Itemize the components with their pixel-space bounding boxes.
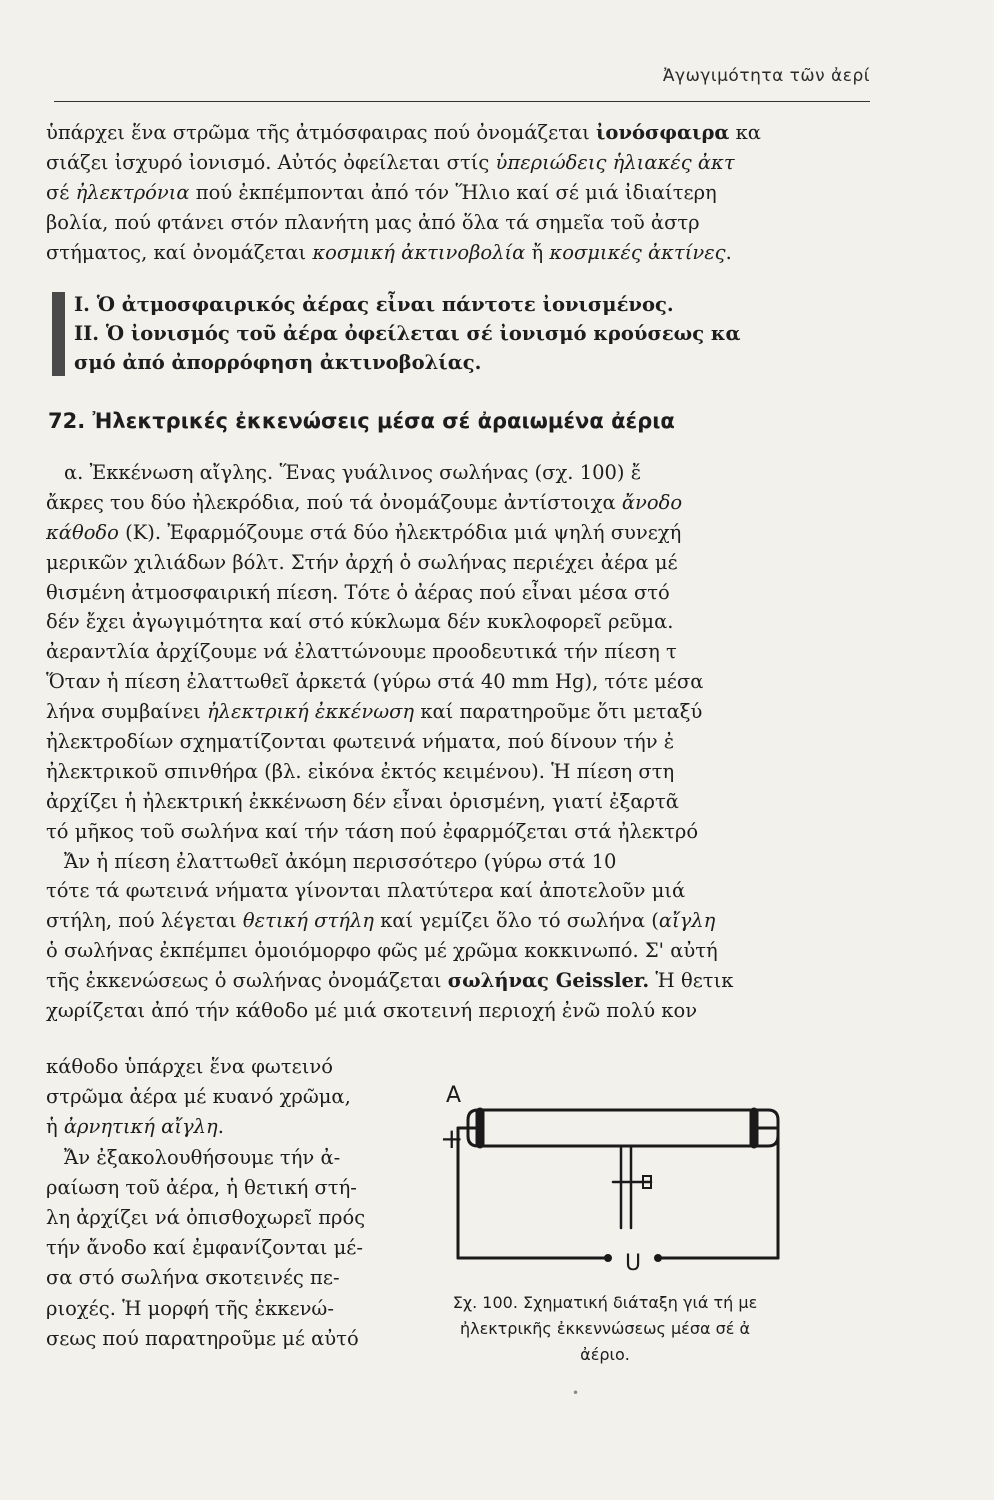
body-line: ἠλεκτρικοῦ σπινθήρα (βλ. εἰκόνα ἐκτός κειμένου). Ἡ πίεση στη — [46, 759, 675, 783]
body-line: ἄκρες του δύο ἠλεκρόδια, πού τά ὀνομάζουμε ἀντίστοιχα ἄνοδο — [46, 490, 683, 514]
body-line: στήλη, πού λέγεται θετική στήλη καί γεμίζει ὅλο τό σωλήνα (αἴγλη — [46, 909, 716, 933]
body-line: χωρίζεται ἀπό τήν κάθοδο μέ μιά σκοτεινή περιοχή ἐνῶ πολύ κον — [46, 999, 698, 1023]
body-line: ἀρχίζει ἡ ἠλεκτρική ἐκκένωση δέν εἶναι ὁρισμένη, γιατί ἐξαρτᾶ — [46, 789, 679, 813]
body-line: θισμένη ἀτμοσφαιρική πίεση. Τότε ὁ ἀέρας πού εἶναι μέσα στό — [46, 580, 670, 604]
left-line: κάθοδο ὑπάρχει ἕνα φωτεινό — [46, 1055, 333, 1078]
body-line: ὁ σωλήνας ἐκπέμπει ὁμοιόμορφο φῶς μέ χρῶμα κοκκινωπό. Σ' αὐτή — [46, 939, 718, 963]
body-line: τό μῆκος τοῦ σωλήνα καί τήν τάση πού ἐφαρμόζεται στά ἠλεκτρό — [46, 819, 699, 843]
intro-line-3: σέ ἠλεκτρόνια πού ἐκπέμπονται ἀπό τόν Ἥλιο καί σέ μιά ἰδιαίτερη — [46, 180, 717, 204]
body-line: Ὅταν ἡ πίεση ἐλαττωθεῖ ἀρκετά (γύρω στά 40 mm Hg), τότε μέσα — [46, 670, 704, 694]
caption-line: ἀέριο. — [580, 1345, 630, 1364]
body-line: δέν ἔχει ἀγωγιμότητα καί στό κύκλωμα δέν κυκλοφορεῖ ρεῦμα. — [46, 610, 674, 634]
left-line: λη ἀρχίζει νά ὀπισθοχωρεῖ πρός — [46, 1206, 366, 1230]
body-line: τότε τά φωτεινά νήματα γίνονται πλατύτερα καί ἀποτελοῦν μιά — [46, 879, 686, 903]
intro-line-4: βολία, πού φτάνει στόν πλανήτη μας ἀπό ὅλα τά σημεῖα τοῦ ἀστρ — [46, 210, 700, 234]
terminal-left — [604, 1254, 612, 1262]
body-line: ἀεραντλία ἀρχίζουμε νά ἐλαττώνουμε προοδευτικά τήν πίεση τ — [46, 640, 677, 664]
left-line: Ἄν ἐξακολουθήσουμε τήν ἀ- — [64, 1145, 341, 1169]
left-line: τήν ἄνοδο καί ἐμφανίζονται μέ- — [46, 1236, 363, 1260]
speck-mark: • — [572, 1386, 580, 1400]
left-line: ἡ ἀρνητική αἴγλη. — [46, 1115, 224, 1139]
terminal-right — [654, 1254, 662, 1262]
thesis-marker-bar — [52, 292, 65, 376]
thesis-2-cont: σμό ἀπό ἀπορρόφηση ἀκτινοβολίας. — [74, 351, 482, 374]
intro-paragraph — [46, 118, 836, 267]
figure-caption — [415, 1290, 795, 1368]
anode-label: A — [446, 1083, 462, 1108]
running-header: Ἀγωγιμότητα τῶν ἀερί — [662, 66, 870, 86]
header-rule — [54, 101, 870, 102]
plus-label: + — [440, 1122, 464, 1155]
thesis-2: ΙΙ. Ὁ ἰονισμός τοῦ ἀέρα ὀφείλεται σέ ἰονισμό κρούσεως κα — [74, 322, 741, 345]
intro-line-5: στήματος, καί ὀνομάζεται κοσμική ἀκτινοβολία ἤ κοσμικές ἀκτίνες. — [46, 240, 732, 264]
voltage-label: U — [625, 1251, 642, 1276]
section-heading: 72. Ἠλεκτρικές ἐκκενώσεις μέσα σέ ἀραιωμένα ἀέρια — [48, 409, 675, 433]
left-column-text — [46, 1052, 406, 1354]
left-line: ραίωση τοῦ ἀέρα, ἡ θετική στή- — [46, 1175, 357, 1199]
thesis-1: Ι. Ὁ ἀτμοσφαιρικός ἀέρας εἶναι πάντοτε ἰονισμένος. — [74, 293, 674, 316]
left-line: ριοχές. Ἡ μορφή τῆς ἐκκενώ- — [46, 1296, 334, 1320]
intro-line-2: σιάζει ἰσχυρό ἰονισμό. Αὐτός ὀφείλεται στίς ὑπεριώδεις ἡλιακές ἀκτ — [46, 150, 735, 174]
discharge-tube-diagram — [438, 1080, 788, 1300]
body-line: Ἄν ἡ πίεση ἐλαττωθεῖ ἀκόμη περισσότερο (γύρω στά 10 — [64, 849, 617, 873]
thesis-text — [74, 290, 794, 377]
body-line: μερικῶν χιλιάδων βόλτ. Στήν ἀρχή ὁ σωλήνας περιέχει ἀέρα μέ — [46, 550, 678, 574]
left-line: σεως πού παρατηροῦμε μέ αὐτό — [46, 1326, 359, 1350]
body-line: ἠλεκτροδίων σχηματίζονται φωτεινά νήματα, πού δίνουν τήν ἐ — [46, 730, 675, 754]
body-paragraph — [46, 458, 836, 1026]
left-line: σα στό σωλήνα σκοτεινές πε- — [46, 1266, 340, 1290]
body-line: τῆς ἐκκενώσεως ὁ σωλήνας ὀνομάζεται σωλήνας Geissler. Ἡ θετικ — [46, 969, 734, 993]
tube-outline — [468, 1110, 778, 1146]
body-line: α. Ἐκκένωση αἴγλης. Ἕνας γυάλινος σωλήνας (σχ. 100) ἔ — [64, 461, 642, 484]
intro-line-1: ὑπάρχει ἕνα στρῶμα τῆς ἀτμόσφαιρας πού ὀνομάζεται ἰονόσφαιρα κα — [46, 121, 761, 144]
caption-line: Σχ. 100. Σχηματική διάταξη γιά τή με — [452, 1293, 758, 1312]
left-line: στρῶμα ἀέρα μέ κυανό χρῶμα, — [46, 1085, 351, 1109]
body-line: λήνα συμβαίνει ἠλεκτρική ἐκκένωση καί παρατηροῦμε ὅτι μεταξύ — [46, 700, 703, 724]
caption-line: ἠλεκτρικῆς ἐκκεννώσεως μέσα σέ ἀ — [459, 1319, 751, 1338]
body-line: κάθοδο (Κ). Ἐφαρμόζουμε στά δύο ἠλεκτρόδια μιά ψηλή συνεχή — [46, 520, 682, 544]
